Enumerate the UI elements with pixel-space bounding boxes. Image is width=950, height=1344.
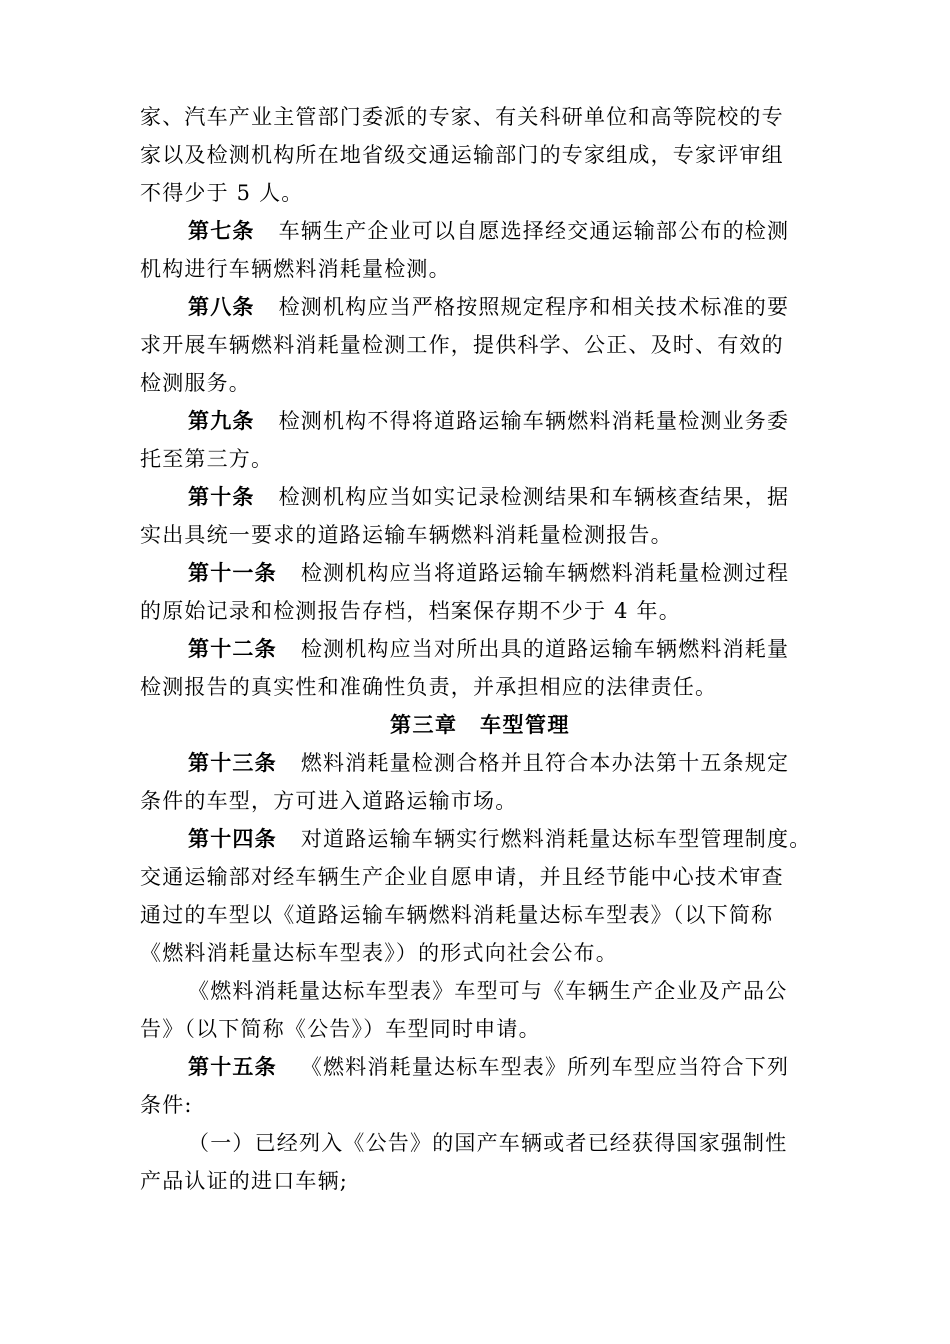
article-number: 第七条	[188, 218, 255, 243]
text-line	[140, 250, 820, 288]
text-line	[140, 364, 820, 402]
line-text: 《燃料消耗量达标车型表》车型可与《车辆生产企业及产品公	[188, 979, 788, 1003]
text-line	[140, 212, 820, 250]
article-number: 第十二条	[188, 636, 277, 661]
paragraph	[140, 972, 820, 1048]
text-line	[140, 402, 820, 440]
text-line	[140, 478, 820, 516]
text-line	[140, 288, 820, 326]
line-text: 实出具统一要求的道路运输车辆燃料消耗量检测报告。	[140, 523, 673, 547]
text-line	[140, 440, 820, 478]
article-paragraph	[140, 288, 820, 402]
line-text: 通过的车型以《道路运输车辆燃料消耗量达标车型表》（以下简称	[140, 903, 774, 927]
article-paragraph	[140, 1048, 820, 1124]
line-text: 托至第三方。	[140, 447, 274, 471]
line-text: 车辆生产企业可以自愿选择经交通运输部公布的检测	[278, 219, 790, 243]
text-line	[140, 782, 820, 820]
line-text: 《燃料消耗量达标车型表》所列车型应当符合下列	[300, 1055, 790, 1079]
line-text: 检测机构应当将道路运输车辆燃料消耗量检测过程	[300, 561, 790, 585]
line-text: 家以及检测机构所在地省级交通运输部门的专家组成，专家评审组	[140, 143, 784, 167]
line-text: 求开展车辆燃料消耗量检测工作，提供科学、公正、及时、有效的	[140, 333, 784, 357]
article-paragraph	[140, 554, 820, 630]
text-line	[140, 934, 820, 972]
text-line	[140, 744, 820, 782]
line-text: 家、汽车产业主管部门委派的专家、有关科研单位和高等院校的专	[140, 105, 784, 129]
paragraph	[140, 98, 820, 212]
line-text: 不得少于 5 人。	[140, 181, 304, 205]
line-text: 产品认证的进口车辆;	[140, 1169, 349, 1193]
line-text: 《燃料消耗量达标车型表》）的形式向社会公布。	[140, 941, 618, 965]
line-text: 机构进行车辆燃料消耗量检测。	[140, 257, 451, 281]
line-text: 检测机构应当严格按照规定程序和相关技术标准的要	[278, 295, 790, 319]
line-text: 检测机构不得将道路运输车辆燃料消耗量检测业务委	[278, 409, 790, 433]
chapter-heading: 第三章 车型管理	[390, 712, 570, 737]
text-line	[140, 1086, 820, 1124]
text-line	[140, 668, 820, 706]
article-number: 第十条	[188, 484, 255, 509]
line-text: 检测服务。	[140, 371, 251, 395]
text-line	[140, 630, 820, 668]
text-line	[140, 820, 820, 858]
text-line	[140, 592, 820, 630]
article-number: 第十一条	[188, 560, 277, 585]
text-line	[140, 554, 820, 592]
line-text: 的原始记录和检测报告存档，档案保存期不少于 4 年。	[140, 599, 681, 623]
article-number: 第十五条	[188, 1054, 277, 1079]
text-line	[140, 896, 820, 934]
article-paragraph	[140, 744, 820, 820]
article-number: 第八条	[188, 294, 255, 319]
article-paragraph	[140, 820, 820, 972]
text-line	[140, 98, 820, 136]
text-line	[140, 1162, 820, 1200]
text-line	[140, 1124, 820, 1162]
line-text: 条件的车型，方可进入道路运输市场。	[140, 789, 518, 813]
text-line	[140, 1010, 820, 1048]
article-paragraph	[140, 212, 820, 288]
text-line	[140, 858, 820, 896]
text-line	[140, 136, 820, 174]
text-line	[140, 1048, 820, 1086]
text-line	[140, 972, 820, 1010]
article-paragraph	[140, 402, 820, 478]
line-text: 检测报告的真实性和准确性负责，并承担相应的法律责任。	[140, 675, 718, 699]
article-number: 第十四条	[188, 826, 277, 851]
line-text: 交通运输部对经车辆生产企业自愿申请，并且经节能中心技术审查	[140, 865, 784, 889]
line-text: 对道路运输车辆实行燃料消耗量达标车型管理制度。	[300, 827, 812, 851]
article-paragraph	[140, 478, 820, 554]
line-text: （一）已经列入《公告》的国产车辆或者已经获得国家强制性	[188, 1131, 788, 1155]
text-line	[140, 174, 820, 212]
article-paragraph	[140, 630, 820, 706]
paragraph	[140, 1124, 820, 1200]
line-text: 检测机构应当如实记录检测结果和车辆核查结果，据	[278, 485, 790, 509]
document-page	[140, 98, 820, 1200]
line-text: 条件:	[140, 1093, 193, 1117]
article-number: 第十三条	[188, 750, 277, 775]
text-line	[140, 516, 820, 554]
text-line	[140, 326, 820, 364]
line-text: 告》（以下简称《公告》）车型同时申请。	[140, 1017, 541, 1041]
line-text: 检测机构应当对所出具的道路运输车辆燃料消耗量	[300, 637, 790, 661]
line-text: 燃料消耗量检测合格并且符合本办法第十五条规定	[300, 751, 790, 775]
article-number: 第九条	[188, 408, 255, 433]
